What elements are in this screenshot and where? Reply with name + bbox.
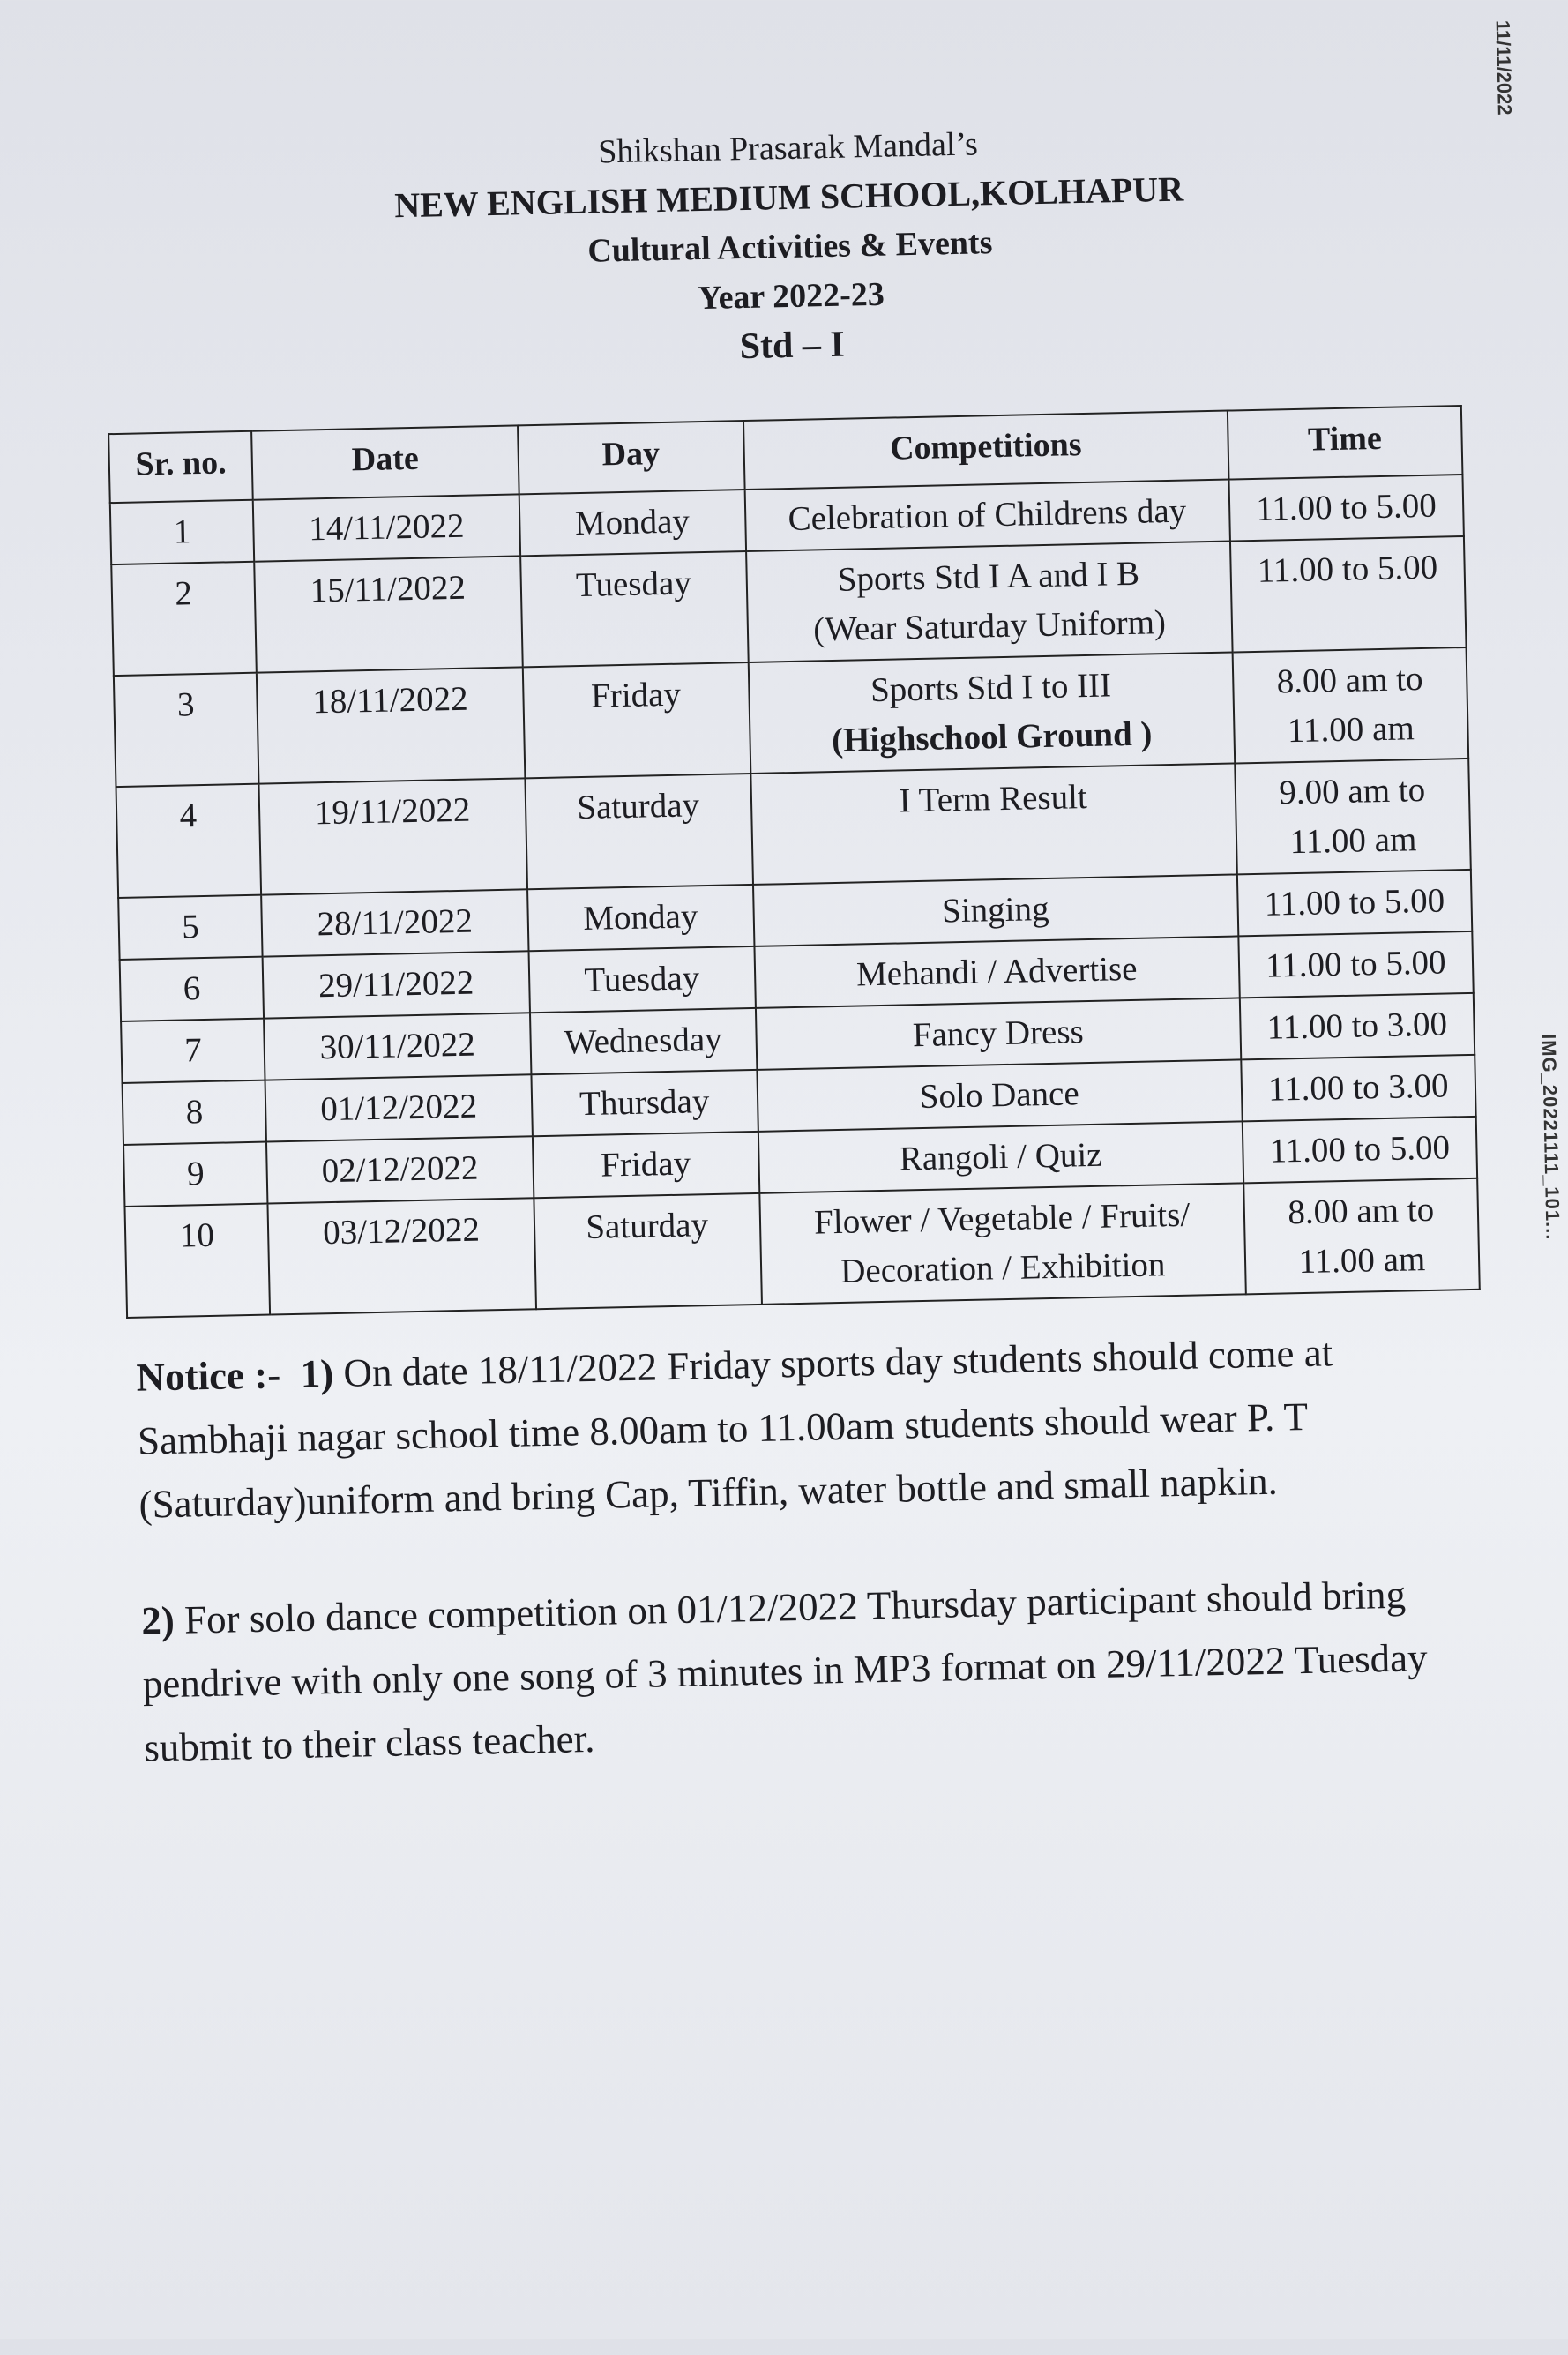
- document-subtitle: Cultural Activities & Events: [586, 224, 993, 270]
- cell-date: 02/12/2022: [266, 1136, 534, 1203]
- cell-day: Saturday: [525, 774, 753, 889]
- cell-date: 15/11/2022: [255, 556, 523, 672]
- cell-competition: [754, 936, 1239, 1007]
- cell-day: Friday: [522, 662, 750, 778]
- cell-date: 18/11/2022: [257, 667, 525, 783]
- cell-day: Wednesday: [530, 1008, 758, 1074]
- header-date: Date: [251, 425, 519, 499]
- cell-sr: 4: [116, 784, 262, 898]
- competition-line: Rangoli / Quiz: [899, 1135, 1102, 1178]
- cell-sr: 10: [124, 1204, 270, 1318]
- cell-sr: 8: [123, 1080, 267, 1145]
- cell-competition: [744, 480, 1229, 551]
- time-line: 9.00 am to: [1278, 770, 1426, 812]
- notice-item-text: On date 18/11/2022 Friday sports day students should come at Sambhaji nagar school time 8.00am to 11.00am students should wear P. T (Saturday)uniform and bring Cap, Tiffin, water bottle and small napkin.: [137, 1330, 1333, 1527]
- cell-day: Monday: [527, 885, 755, 951]
- competition-line: Flower / Vegetable / Fruits/: [813, 1195, 1191, 1242]
- cell-sr: 7: [121, 1019, 265, 1083]
- cell-competition: [756, 998, 1241, 1069]
- cell-sr: 3: [114, 673, 259, 787]
- notice-item-number: 2): [140, 1597, 175, 1643]
- notice-label: Notice :-: [136, 1352, 281, 1400]
- cell-time: [1241, 1055, 1476, 1122]
- cell-day: Tuesday: [528, 946, 756, 1013]
- cell-day: Monday: [519, 490, 746, 556]
- notice-section: [136, 1318, 1468, 1832]
- cell-time: [1243, 1178, 1480, 1295]
- cell-time: [1235, 759, 1471, 875]
- cell-date: 19/11/2022: [259, 778, 527, 894]
- time-line: 11.00 to 3.00: [1266, 1005, 1448, 1047]
- cell-competition: [746, 542, 1233, 662]
- header-competitions: Competitions: [743, 411, 1229, 490]
- header-sr-no: Sr. no.: [108, 431, 253, 503]
- cell-competition: [759, 1183, 1246, 1304]
- competition-line: Sports Std I A and I B: [837, 554, 1140, 599]
- cell-competition: [748, 653, 1235, 774]
- competition-line: (Highschool Ground ): [831, 714, 1153, 760]
- document-header: [267, 113, 1313, 382]
- cell-time: [1242, 1117, 1477, 1184]
- header-time: Time: [1228, 406, 1463, 480]
- competition-line: Singing: [941, 889, 1049, 931]
- notice-item-2: [141, 1561, 1467, 1779]
- cell-day: Friday: [532, 1132, 759, 1198]
- competition-line: Decoration / Exhibition: [840, 1245, 1166, 1290]
- time-line: 8.00 am to: [1276, 660, 1423, 701]
- time-line: 11.00 to 5.00: [1264, 881, 1445, 923]
- competition-line: Celebration of Childrens day: [788, 491, 1187, 539]
- cell-sr: 2: [111, 562, 257, 676]
- events-table: [108, 405, 1481, 1319]
- time-line: 11.00 to 5.00: [1265, 943, 1446, 985]
- notice-item-text: For solo dance competition on 01/12/2022 Thursday participant should bring pendrive with only one song of 3 minutes in MP3 format on 29/11/2022 Tuesday submit to their class teacher.: [142, 1572, 1429, 1770]
- time-line: 11.00 to 3.00: [1267, 1066, 1449, 1109]
- cell-day: Thursday: [531, 1070, 758, 1136]
- time-line: 11.00 am: [1289, 820, 1417, 862]
- organization-name: Shikshan Prasarak Mandal’s: [597, 125, 979, 171]
- cell-sr: 9: [123, 1142, 268, 1207]
- time-line: 11.00 to 5.00: [1255, 486, 1437, 528]
- competition-line: Sports Std I to III: [870, 666, 1112, 710]
- cell-date: 01/12/2022: [265, 1074, 533, 1141]
- cell-competition: [758, 1121, 1243, 1192]
- cell-date: 28/11/2022: [261, 889, 528, 956]
- header-day: Day: [518, 421, 745, 494]
- standard-label: Std – I: [739, 324, 846, 368]
- cell-sr: 6: [120, 957, 265, 1021]
- cell-competition: [753, 874, 1238, 946]
- time-line: 11.00 to 5.00: [1269, 1128, 1451, 1170]
- notice-item-number: 1): [300, 1351, 334, 1396]
- competition-line: (Wear Saturday Uniform): [812, 603, 1167, 649]
- cell-time: [1238, 931, 1474, 998]
- cell-day: Saturday: [534, 1193, 762, 1309]
- time-line: 11.00 am: [1298, 1240, 1426, 1282]
- cell-sr: 5: [118, 895, 263, 960]
- cell-date: 30/11/2022: [264, 1013, 531, 1080]
- notice-item-1: [136, 1318, 1462, 1536]
- cell-time: [1237, 870, 1473, 937]
- cell-time: [1228, 475, 1464, 542]
- date-stamp: 11/11/2022: [1491, 19, 1516, 116]
- cell-date: 29/11/2022: [263, 951, 530, 1018]
- competition-line: Solo Dance: [919, 1074, 1080, 1117]
- time-line: 11.00 to 5.00: [1257, 548, 1438, 590]
- cell-sr: 1: [110, 500, 255, 564]
- cell-time: [1230, 536, 1467, 653]
- cell-time: [1232, 647, 1468, 764]
- academic-year: Year 2022-23: [697, 275, 885, 318]
- competition-line: I Term Result: [899, 778, 1088, 820]
- cell-day: Tuesday: [520, 551, 749, 667]
- competition-line: Mehandi / Advertise: [855, 949, 1138, 994]
- cell-date: 14/11/2022: [253, 494, 520, 561]
- cell-time: [1239, 993, 1475, 1060]
- school-name: NEW ENGLISH MEDIUM SCHOOL,KOLHAPUR: [393, 168, 1184, 226]
- cell-competition: [750, 763, 1237, 884]
- filename-stamp: IMG_20221111_101...: [1537, 1033, 1564, 1241]
- time-line: 11.00 am: [1287, 709, 1415, 751]
- cell-competition: [757, 1059, 1242, 1131]
- cell-date: 03/12/2022: [268, 1198, 536, 1314]
- time-line: 8.00 am to: [1287, 1190, 1435, 1232]
- competition-line: Fancy Dress: [912, 1013, 1085, 1055]
